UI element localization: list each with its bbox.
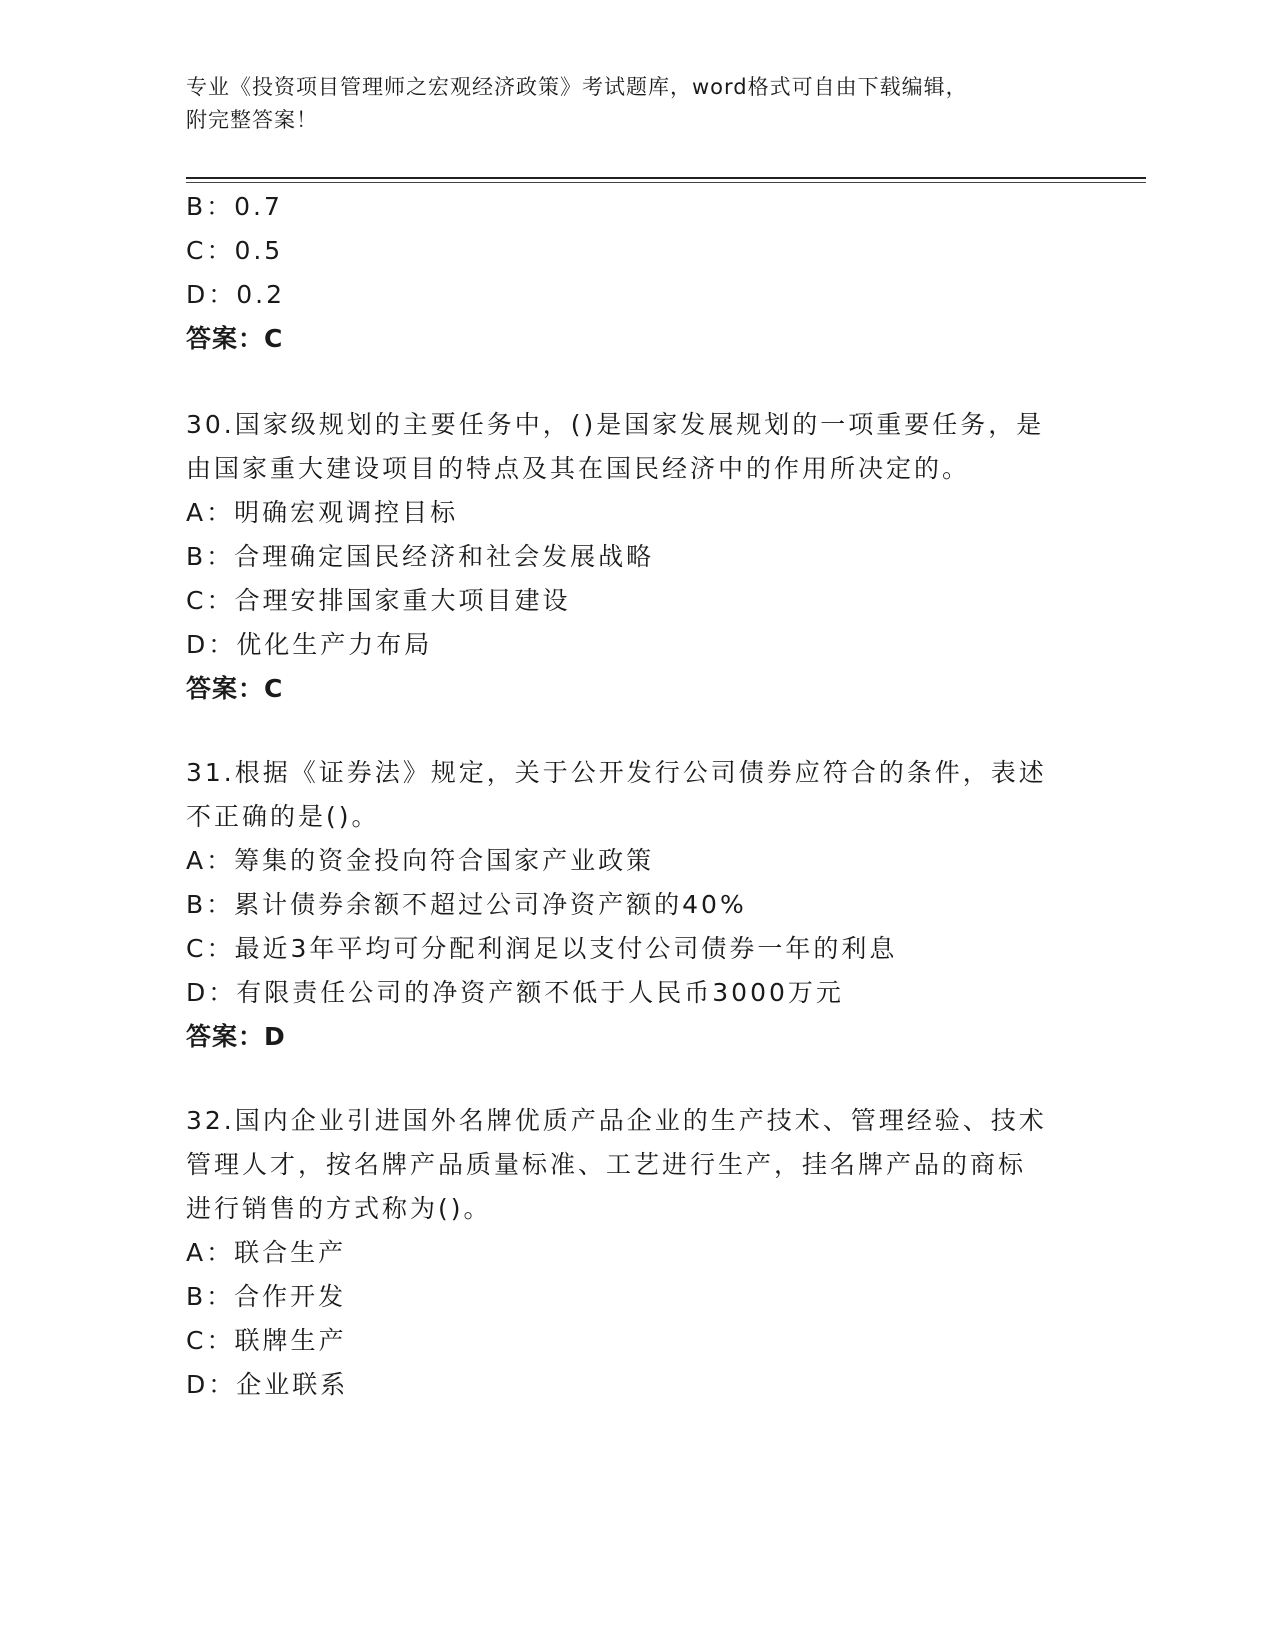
question-30-option-b: B：合理确定国民经济和社会发展战略 [186,542,655,571]
question-30-line-1: 30.国家级规划的主要任务中，()是国家发展规划的一项重要任务，是 [186,410,1045,439]
question-31-option-b: B：累计债券余额不超过公司净资产额的40% [186,890,747,919]
page-header [186,71,1086,137]
question-32-line-2: 管理人才，按名牌产品质量标准、工艺进行生产，挂名牌产品的商标 [186,1150,1027,1179]
question-32-option-c: C：联牌生产 [186,1326,347,1355]
header-line-1: 专业《投资项目管理师之宏观经济政策》考试题库，word格式可自由下载编辑， [186,75,968,99]
question-30-line-2: 由国家重大建设项目的特点及其在国民经济中的作用所决定的。 [186,454,971,483]
question-31-option-c: C：最近3年平均可分配利润足以支付公司债券一年的利息 [186,934,898,963]
question-30-answer: 答案：C [186,674,284,703]
question-31-option-d: D：有限责任公司的净资产额不低于人民币3000万元 [186,978,844,1007]
question-31-option-a: A：筹集的资金投向符合国家产业政策 [186,846,655,875]
question-32-line-3: 进行销售的方式称为()。 [186,1194,492,1223]
question-30-option-d: D：优化生产力布局 [186,630,433,659]
answer-line: 答案：C [186,324,284,353]
question-32-line-1: 32.国内企业引进国外名牌优质产品企业的生产技术、管理经验、技术 [186,1106,1047,1135]
question-31-line-2: 不正确的是()。 [186,802,380,831]
question-31-answer: 答案：D [186,1022,286,1051]
header-line-2: 附完整答案！ [186,108,318,132]
question-32-option-a: A：联合生产 [186,1238,347,1267]
option-d: D：0.2 [186,280,286,309]
header-rule-thin [186,182,1146,183]
question-32-option-b: B：合作开发 [186,1282,347,1311]
question-32-option-d: D：企业联系 [186,1370,349,1399]
option-c: C：0.5 [186,236,284,265]
question-31-line-1: 31.根据《证券法》规定，关于公开发行公司债券应符合的条件，表述 [186,758,1047,787]
option-b: B：0.7 [186,192,283,221]
question-30-option-c: C：合理安排国家重大项目建设 [186,586,571,615]
header-rule-thick [186,177,1146,179]
question-30-option-a: A：明确宏观调控目标 [186,498,459,527]
